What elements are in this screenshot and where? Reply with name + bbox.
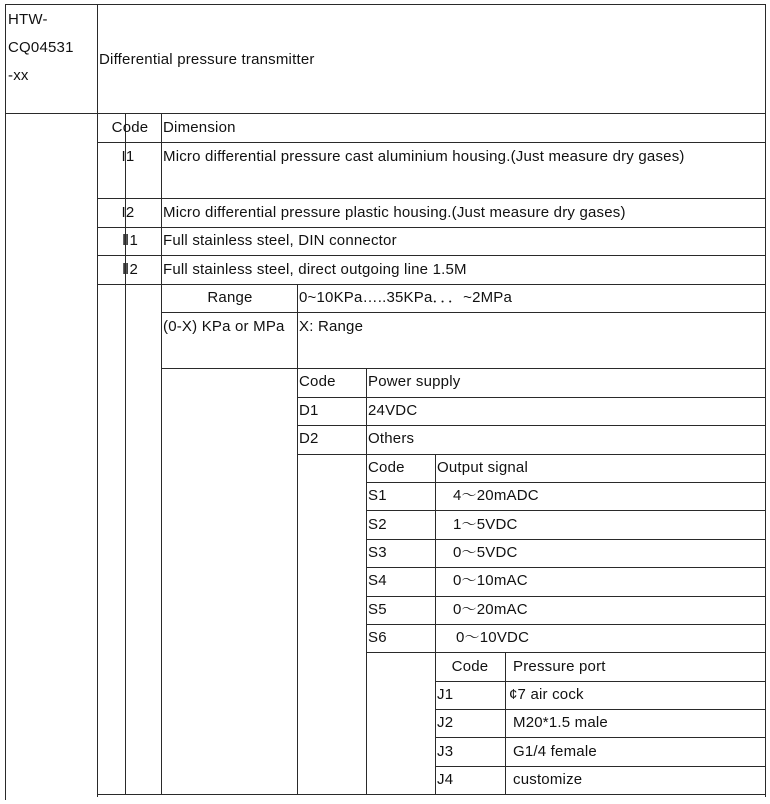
- output-desc: 0～10VDC: [456, 629, 530, 646]
- range-col-rule: [297, 284, 298, 794]
- model-code-line: CQ04531: [8, 39, 74, 56]
- output-desc: 0～5VDC: [453, 544, 518, 561]
- output-code: S1: [368, 487, 387, 504]
- port-desc: customize: [513, 771, 583, 788]
- output-desc: 4～20mADC: [453, 487, 539, 504]
- port-code-header: Code: [451, 658, 489, 675]
- power-desc: Others: [368, 430, 415, 447]
- port-row-rule: [435, 766, 766, 767]
- port-row-rule: [435, 681, 766, 682]
- dimension-desc: Micro differential pressure cast aluminium housing.(Just measure dry gases): [163, 148, 685, 165]
- range-value: 0~10KPa…..35KPa．．．~2MPa: [299, 289, 513, 306]
- range-row-rule: [161, 368, 766, 369]
- output-desc: 1～5VDC: [453, 516, 518, 533]
- output-row-rule: [366, 624, 766, 625]
- dimension-desc: Full stainless steel, direct outgoing line 1.5M: [163, 261, 467, 278]
- port-row-rule: [435, 737, 766, 738]
- dimension-header: Dimension: [163, 119, 236, 136]
- model-code-line: -xx: [8, 67, 29, 84]
- dimension-desc: Full stainless steel, DIN connector: [163, 232, 397, 249]
- port-col-rule: [505, 652, 506, 794]
- output-desc: 0～10mAC: [453, 572, 528, 589]
- dimension-code-header: Code: [111, 119, 149, 136]
- output-code: S6: [368, 629, 387, 646]
- output-row-rule: [366, 482, 766, 483]
- dimension-code: Ⅱ2: [121, 261, 139, 278]
- output-code: S3: [368, 544, 387, 561]
- table-border-top: [5, 4, 766, 5]
- table-border-right: [765, 4, 766, 797]
- dimension-code: I2: [121, 204, 135, 221]
- dimension-desc-col-rule: [161, 113, 162, 794]
- output-code: S5: [368, 601, 387, 618]
- output-row-rule: [366, 567, 766, 568]
- model-code: [8, 6, 74, 90]
- power-code: D1: [299, 402, 319, 419]
- port-desc: G1/4 female: [513, 743, 597, 760]
- output-row-rule: [366, 596, 766, 597]
- output-row-rule: [366, 510, 766, 511]
- range-label: Range: [207, 289, 253, 306]
- output-code: S4: [368, 572, 387, 589]
- port-header: Pressure port: [513, 658, 606, 675]
- model-code-line: HTW-: [8, 11, 48, 28]
- output-code-header: Code: [368, 459, 405, 476]
- dimension-desc: Micro differential pressure plastic housing.(Just measure dry gases): [163, 204, 626, 221]
- dimension-code: I1: [121, 148, 135, 165]
- port-desc: M20*1.5 male: [513, 714, 608, 731]
- port-code: J2: [437, 714, 454, 731]
- output-code: S2: [368, 516, 387, 533]
- power-code: D2: [299, 430, 319, 447]
- power-code-header: Code: [299, 373, 336, 390]
- product-name: Differential pressure transmitter: [99, 51, 315, 68]
- table-border-left: [5, 4, 6, 800]
- range-unit-label: (0-X) KPa or MPa: [163, 318, 285, 335]
- port-code: J4: [437, 771, 454, 788]
- table-border-bottom: [97, 794, 766, 795]
- output-row-rule: [366, 539, 766, 540]
- port-code: J1: [437, 686, 454, 703]
- power-col-rule: [366, 368, 367, 794]
- dimension-code: Ⅱ1: [121, 232, 139, 249]
- output-desc: 0～20mAC: [453, 601, 528, 618]
- output-header: Output signal: [437, 459, 528, 476]
- range-unit-value: X: Range: [299, 318, 364, 335]
- power-header: Power supply: [368, 373, 461, 390]
- power-desc: 24VDC: [368, 402, 418, 419]
- port-desc: ¢7 air cock: [509, 686, 584, 703]
- port-code: J3: [437, 743, 454, 760]
